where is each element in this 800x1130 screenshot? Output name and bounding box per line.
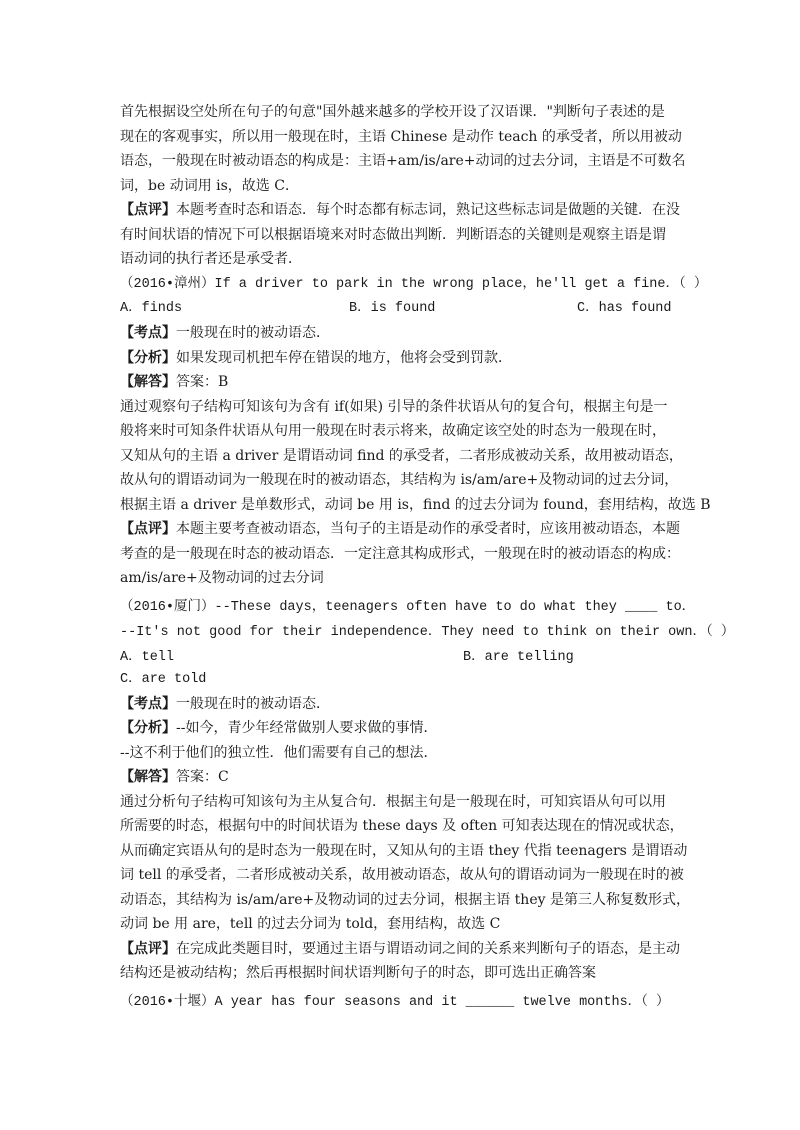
analysis-tag: 【分析】 (120, 720, 176, 736)
review-text: 本题考查时态和语态．每个时态都有标志词，熟记这些标志词是做题的关键．在没 (176, 202, 680, 218)
review-tag: 【点评】 (120, 202, 176, 218)
option-a: A．finds (120, 301, 183, 316)
review-text: 本题主要考查被动语态，当句子的主语是动作的承受者时，应该用被动语态，本题 (176, 521, 680, 537)
analysis-tag: 【分析】 (120, 350, 176, 366)
point-line (120, 322, 330, 344)
explanation-line: 又知从句的主语 a driver 是谓语动词 find 的承受者，二者形成被动关系，故用被动语态， (120, 448, 683, 464)
explanation-line: 通过观察句子结构可知该句为含有 if(如果) 引导的条件状语从句的复合句，根据主句是一 (120, 399, 668, 415)
option-a: A．tell (120, 650, 175, 665)
answer-text: 答案：B (176, 374, 229, 390)
point-text: 一般现在时的被动语态． (176, 325, 330, 341)
review-line (120, 518, 680, 540)
explanation-line: 语态，一般现在时被动语态的构成是：主语+am/is/are+动词的过去分词，主语是不可数名 (120, 153, 686, 169)
explanation-line: 现在的客观事实，所以用一般现在时，主语 Chinese 是动作 teach 的承受者，所以用被动 (120, 129, 682, 145)
analysis-text: 如果发现司机把车停在错误的地方，他将会受到罚款． (176, 350, 512, 366)
option-b: B．are telling (463, 650, 574, 665)
explanation-line: 从而确定宾语从句的是时态为一般现在时，又知从句的主语 they 代指 teenagers 是谓语动 (120, 843, 688, 859)
analysis-line: --这不利于他们的独立性．他们需要有自己的想法． (120, 745, 438, 761)
explanation-line: 所需要的时态，根据句中的时间状语为 these days 及 often 可知表达现在的情况或状态， (120, 818, 684, 834)
option-c: C．are told (120, 672, 207, 687)
option-c: C．has found (577, 301, 672, 316)
answer-text: 答案：C (176, 769, 229, 785)
explanation-line: 词，be 动词用 is，故选 C． (120, 178, 299, 194)
review-line (120, 199, 680, 221)
analysis-line (120, 347, 512, 369)
analysis-text: --如今，青少年经常做别人要求做的事情． (176, 720, 438, 736)
analysis-line (120, 717, 437, 739)
question-stem: （2016•十堰）A year has four seasons and it ______ twelve months．（ ） (120, 995, 670, 1010)
answer-tag: 【解答】 (120, 769, 176, 785)
explanation-line: 般将来时可知条件状语从句用一般现在时表示将来，故确定该空处的时态为一般现在时， (120, 423, 666, 439)
point-tag: 【考点】 (120, 696, 176, 712)
review-line: 考查的是一般现在时态的被动语态．一定注意其构成形式，一般现在时的被动语态的构成： (120, 546, 680, 562)
review-line: am/is/are+及物动词的过去分词 (120, 570, 324, 586)
explanation-line: 动词 be 用 are，tell 的过去分词为 told，套用结构，故选 C (120, 916, 501, 932)
option-b: B．is found (349, 301, 436, 316)
question-stem: --It's not good for their independence．They need to think on their own．（ ） (120, 625, 735, 640)
review-tag: 【点评】 (120, 941, 176, 957)
explanation-line: 根据主语 a driver 是单数形式，动词 be 用 is，find 的过去分词为 found，套用结构，故选 B (120, 497, 711, 513)
explanation-line: 词 tell 的承受者，二者形成被动关系，故用被动语态，故从句的谓语动词为一般现在时的被 (120, 867, 684, 883)
question-stem: （2016•漳州）If a driver to park in the wrong place，he'll get a fine．（ ） (120, 277, 708, 292)
review-text: 在完成此类题目时，要通过主语与谓语动词之间的关系来判断句子的语态，是主动 (176, 941, 680, 957)
answer-line (120, 766, 229, 788)
answer-tag: 【解答】 (120, 374, 176, 390)
question-stem: （2016•厦门）--These days，teenagers often have to do what they ____ to． (120, 600, 696, 615)
answer-line (120, 371, 228, 393)
review-line (120, 938, 680, 960)
review-tag: 【点评】 (120, 521, 176, 537)
explanation-line: 故从句的谓语动词为一般现在时的被动语态，其结构为 is/am/are+及物动词的过去分词， (120, 472, 679, 488)
explanation-line: 首先根据设空处所在句子的句意"国外越来越多的学校开设了汉语课．"判断句子表述的是 (120, 104, 665, 120)
review-line: 结构还是被动结构；然后再根据时间状语判断句子的时态，即可选出正确答案 (120, 965, 596, 981)
review-line: 有时间状语的情况下可以根据语境来对时态做出判断．判断语态的关键则是观察主语是谓 (120, 227, 666, 243)
explanation-line: 动语态，其结构为 is/am/are+及物动词的过去分词，根据主语 they 是第三人称复数形式， (120, 892, 690, 908)
point-tag: 【考点】 (120, 325, 176, 341)
explanation-line: 通过分析句子结构可知该句为主从复合句．根据主句是一般现在时，可知宾语从句可以用 (120, 794, 666, 810)
review-line: 语动词的执行者还是承受者． (120, 251, 302, 267)
point-text: 一般现在时的被动语态． (176, 696, 330, 712)
point-line (120, 693, 330, 715)
